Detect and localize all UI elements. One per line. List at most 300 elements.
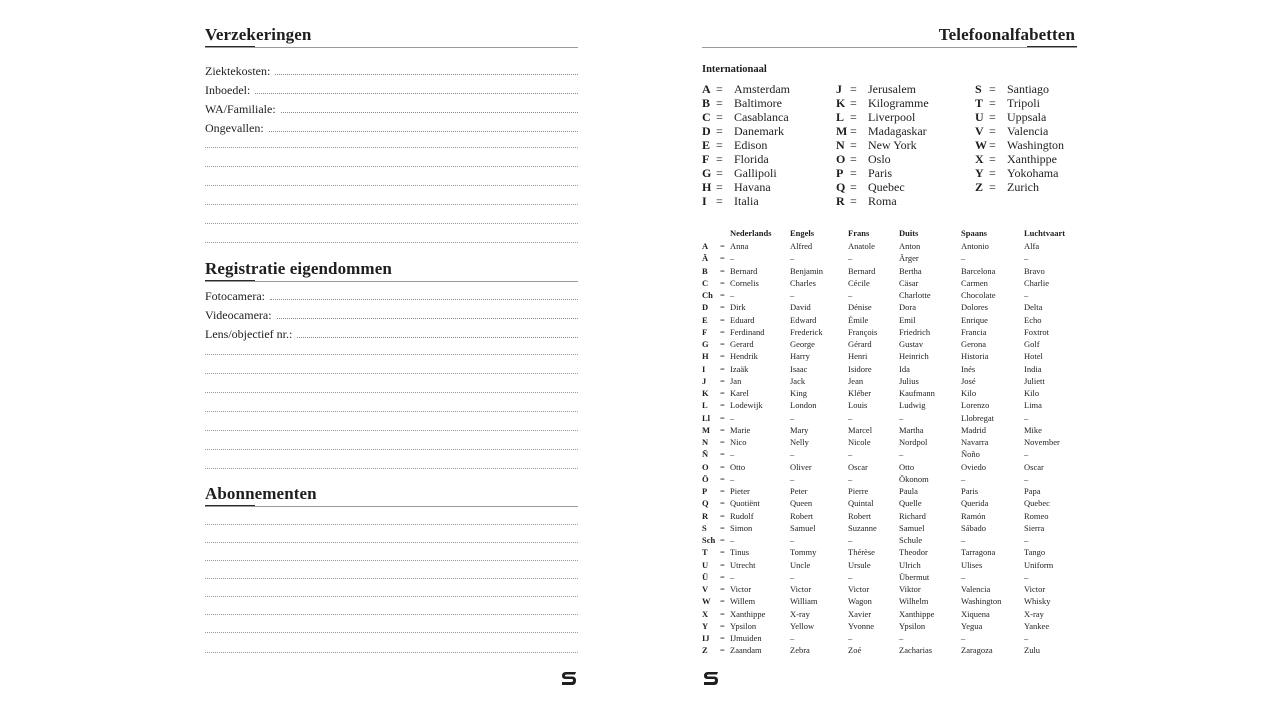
- table-row: [702, 265, 1077, 277]
- row-letter: Ä: [702, 253, 709, 264]
- table-cell: Dolores: [961, 302, 988, 313]
- code-word: Madagaskar: [868, 124, 927, 138]
- right-page: [702, 0, 1077, 720]
- table-row: [702, 485, 1077, 497]
- table-cell: Kaufmann: [899, 388, 935, 398]
- table-row: [702, 644, 1077, 656]
- row-letter: A: [702, 241, 709, 251]
- row-letter: T: [702, 547, 708, 558]
- insurance-field-inboedel[interactable]: [205, 83, 578, 97]
- row-letter: H: [702, 351, 709, 362]
- row-letter: Z: [702, 645, 708, 656]
- fill-line: [281, 112, 578, 113]
- table-cell: Martha: [899, 424, 924, 435]
- table-cell: Historia: [961, 351, 989, 362]
- table-cell: –: [1024, 633, 1029, 643]
- insurance-field-wa-familiale[interactable]: [205, 102, 578, 116]
- table-cell: Übermut: [899, 571, 930, 582]
- letter: S: [975, 82, 982, 96]
- table-cell: Yegua: [961, 620, 983, 631]
- table-cell: Kilo: [1024, 388, 1040, 398]
- table-cell: Mike: [1024, 424, 1042, 435]
- fill-line: [255, 93, 578, 94]
- table-cell: Echo: [1024, 314, 1042, 325]
- table-cell: Suzanne: [848, 522, 877, 533]
- table-cell: Tinus: [730, 547, 750, 558]
- table-cell: –: [1024, 571, 1029, 582]
- table-cell: Tommy: [790, 547, 817, 558]
- table-cell: Carmen: [961, 277, 988, 288]
- code-word: Liverpool: [868, 110, 916, 124]
- international-row: [836, 82, 929, 96]
- equals-sign: =: [716, 82, 723, 96]
- international-row: [836, 166, 929, 180]
- blank-line[interactable]: [205, 242, 578, 243]
- code-word: Xanthippe: [1007, 152, 1057, 166]
- row-letter: P: [702, 486, 708, 496]
- table-row: [702, 595, 1077, 607]
- table-row: [702, 559, 1077, 571]
- code-word: Washington: [1007, 138, 1065, 152]
- table-cell: Friedrich: [899, 326, 931, 337]
- table-cell: X-ray: [1024, 608, 1044, 619]
- equals-sign: =: [850, 124, 857, 138]
- row-letter: Ñ: [702, 449, 709, 460]
- code-word: Roma: [868, 194, 897, 208]
- table-cell: Dirk: [730, 302, 746, 313]
- row-letter: G: [702, 339, 709, 349]
- table-cell: Heinrich: [899, 351, 929, 362]
- brand-s-logo-icon: [560, 669, 578, 687]
- equals-sign: =: [720, 584, 725, 594]
- equals-sign: =: [720, 339, 725, 349]
- table-cell: Ursule: [848, 559, 871, 570]
- letter: M: [836, 124, 848, 138]
- fill-line: [269, 131, 578, 132]
- property-field-fotocamera[interactable]: [205, 289, 578, 303]
- letter: P: [836, 166, 844, 180]
- table-cell: Pieter: [730, 486, 750, 496]
- table-cell: Zulu: [1024, 645, 1041, 656]
- blank-line[interactable]: [205, 449, 578, 450]
- table-row: [702, 436, 1077, 448]
- table-row: [702, 338, 1077, 350]
- table-row: [702, 497, 1077, 509]
- equals-sign: =: [720, 241, 725, 251]
- table-cell: Sierra: [1024, 522, 1045, 533]
- table-cell: Quebec: [1024, 498, 1050, 509]
- table-cell: –: [730, 571, 735, 582]
- table-cell: –: [790, 253, 795, 264]
- column-header: Spaans: [961, 228, 987, 238]
- code-word: Jerusalem: [868, 82, 916, 96]
- table-cell: Hotel: [1024, 351, 1043, 362]
- subscriptions-title-rule: [205, 506, 578, 507]
- table-row: [702, 240, 1077, 252]
- blank-line[interactable]: [205, 392, 578, 393]
- column-header: Duits: [899, 228, 919, 238]
- equals-sign: =: [720, 253, 725, 264]
- column-header: Luchtvaart: [1024, 228, 1066, 238]
- table-cell: Otto: [730, 461, 746, 472]
- table-row: [702, 534, 1077, 546]
- blank-line[interactable]: [205, 596, 578, 597]
- table-cell: Eduard: [730, 314, 755, 325]
- table-cell: –: [790, 412, 795, 423]
- table-cell: –: [961, 535, 966, 545]
- subscriptions-title: Abonnementen: [205, 484, 317, 503]
- table-row: [702, 571, 1077, 583]
- table-cell: Golf: [1024, 339, 1040, 349]
- table-cell: November: [1024, 437, 1060, 447]
- table-row: [702, 448, 1077, 460]
- blank-line[interactable]: [205, 411, 578, 412]
- table-cell: Utrecht: [730, 559, 756, 570]
- table-cell: Paula: [899, 486, 918, 496]
- phonetic-title: Telefoonalfabetten: [938, 25, 1075, 44]
- table-cell: Gerard: [730, 339, 754, 349]
- table-cell: Viktor: [899, 584, 921, 594]
- table-cell: Cornelis: [730, 277, 759, 288]
- table-cell: Nico: [730, 437, 747, 447]
- equals-sign: =: [850, 110, 857, 124]
- table-cell: Charlotte: [899, 290, 931, 300]
- letter: V: [975, 124, 984, 138]
- equals-sign: =: [989, 82, 996, 96]
- table-cell: –: [961, 633, 966, 643]
- table-cell: –: [1024, 535, 1029, 545]
- table-cell: Yellow: [790, 620, 815, 631]
- equals-sign: =: [989, 110, 996, 124]
- international-row: [702, 180, 790, 194]
- table-cell: –: [790, 449, 795, 460]
- fill-line: [275, 74, 578, 75]
- table-cell: Bernard: [730, 265, 758, 276]
- code-word: Casablanca: [734, 110, 789, 124]
- code-word: Tripoli: [1007, 96, 1040, 110]
- table-cell: Theodor: [899, 547, 928, 558]
- code-word: Santiago: [1007, 82, 1049, 96]
- table-cell: Chocolate: [961, 290, 996, 300]
- table-row: [702, 583, 1077, 595]
- equals-sign: =: [716, 138, 723, 152]
- letter: Q: [836, 180, 846, 194]
- letter: E: [702, 138, 711, 152]
- table-cell: Robert: [790, 510, 814, 521]
- international-row: [702, 166, 790, 180]
- table-cell: Karel: [730, 388, 749, 398]
- equals-sign: =: [720, 620, 725, 631]
- table-cell: Romeo: [1024, 510, 1049, 521]
- table-cell: –: [961, 571, 966, 582]
- table-cell: Edward: [790, 314, 817, 325]
- table-cell: Tarragona: [961, 547, 996, 558]
- column-header: Frans: [848, 228, 870, 238]
- table-cell: Victor: [1024, 584, 1046, 594]
- table-cell: –: [730, 290, 735, 300]
- table-cell: –: [899, 633, 904, 643]
- blank-line[interactable]: [205, 578, 578, 579]
- table-cell: Robert: [848, 510, 872, 521]
- letter: G: [702, 166, 712, 180]
- blank-line[interactable]: [205, 166, 578, 167]
- table-row: [702, 314, 1077, 326]
- table-cell: –: [730, 253, 735, 264]
- table-cell: Richard: [899, 510, 926, 521]
- blank-line[interactable]: [205, 430, 578, 431]
- table-cell: Juliett: [1024, 375, 1045, 386]
- blank-line[interactable]: [205, 524, 578, 525]
- code-word: Edison: [734, 138, 768, 152]
- row-letter: E: [702, 314, 708, 325]
- table-cell: Quintal: [848, 498, 874, 509]
- table-row: [702, 350, 1077, 362]
- table-row: [702, 252, 1077, 264]
- row-letter: IJ: [702, 633, 710, 643]
- table-row: [702, 632, 1077, 644]
- blank-line[interactable]: [205, 614, 578, 615]
- international-row: [702, 110, 790, 124]
- table-cell: Charles: [790, 277, 816, 288]
- table-cell: India: [1024, 363, 1042, 374]
- table-cell: Samuel: [899, 522, 925, 533]
- table-row: [702, 608, 1077, 620]
- equals-sign: =: [720, 363, 725, 374]
- equals-sign: =: [989, 180, 996, 194]
- table-cell: Victor: [790, 584, 812, 594]
- equals-sign: =: [720, 437, 725, 447]
- table-cell: Anton: [899, 241, 921, 251]
- equals-sign: =: [720, 461, 725, 472]
- table-cell: –: [961, 253, 966, 264]
- equals-sign: =: [720, 277, 725, 288]
- international-row: [975, 110, 1064, 124]
- phonetic-title-rule: [702, 47, 1077, 48]
- insurance-field-ongevallen[interactable]: [205, 121, 578, 135]
- blank-line[interactable]: [205, 652, 578, 653]
- equals-sign: =: [720, 265, 725, 276]
- letter: R: [836, 194, 845, 208]
- table-cell: –: [848, 535, 853, 545]
- table-cell: Oviedo: [961, 461, 987, 472]
- table-cell: Gustav: [899, 339, 924, 349]
- table-cell: Benjamin: [790, 265, 824, 276]
- fill-line: [277, 318, 578, 319]
- equals-sign: =: [720, 645, 725, 656]
- table-cell: Delta: [1024, 302, 1043, 313]
- equals-sign: =: [720, 510, 725, 521]
- table-cell: Ärger: [899, 253, 919, 264]
- equals-sign: =: [720, 314, 725, 325]
- table-cell: Nicole: [848, 437, 871, 447]
- field-label: Fotocamera:: [205, 289, 265, 303]
- letter: F: [702, 152, 710, 166]
- table-cell: –: [790, 633, 795, 643]
- blank-line[interactable]: [205, 468, 578, 469]
- table-cell: Papa: [1024, 486, 1041, 496]
- table-cell: Oscar: [1024, 461, 1044, 472]
- table-cell: Thérèse: [848, 547, 875, 558]
- letter: T: [975, 96, 984, 110]
- blank-line[interactable]: [205, 560, 578, 561]
- table-cell: Emil: [899, 314, 916, 325]
- international-row: [702, 194, 790, 208]
- equals-sign: =: [716, 152, 723, 166]
- table-cell: –: [848, 449, 853, 460]
- table-cell: Wagon: [848, 596, 872, 607]
- table-cell: Gérard: [848, 339, 872, 349]
- row-letter: S: [702, 522, 707, 533]
- equals-sign: =: [720, 608, 725, 619]
- letter: J: [836, 82, 842, 96]
- table-cell: Peter: [790, 486, 808, 496]
- equals-sign: =: [720, 412, 725, 423]
- table-cell: Quotiënt: [730, 498, 760, 509]
- international-row: [836, 124, 929, 138]
- table-cell: Queen: [790, 498, 813, 509]
- row-letter: C: [702, 277, 709, 288]
- equals-sign: =: [720, 535, 725, 545]
- table-cell: Zaragoza: [961, 645, 993, 656]
- international-row: [975, 138, 1064, 152]
- table-row: [702, 473, 1077, 485]
- table-cell: Llobregat: [961, 412, 995, 423]
- blank-line[interactable]: [205, 223, 578, 224]
- international-row: [836, 194, 929, 208]
- table-cell: –: [899, 449, 904, 460]
- letter: A: [702, 82, 711, 96]
- equals-sign: =: [720, 290, 725, 300]
- table-cell: Uncle: [790, 559, 811, 570]
- row-letter: F: [702, 326, 708, 337]
- table-cell: Isidore: [848, 363, 872, 374]
- table-cell: Ludwig: [899, 400, 926, 411]
- table-cell: Kléber: [848, 388, 872, 398]
- equals-sign: =: [850, 82, 857, 96]
- insurance-title: Verzekeringen: [205, 25, 312, 44]
- blank-line[interactable]: [205, 147, 578, 148]
- equals-sign: =: [850, 138, 857, 152]
- table-cell: Madrid: [961, 424, 987, 435]
- table-cell: George: [790, 339, 815, 349]
- row-letter: O: [702, 461, 709, 472]
- insurance-field-ziektekosten[interactable]: [205, 64, 578, 78]
- equals-sign: =: [850, 180, 857, 194]
- equals-sign: =: [720, 473, 725, 484]
- table-cell: King: [790, 388, 807, 398]
- table-cell: X-ray: [790, 608, 810, 619]
- row-letter: M: [702, 424, 711, 435]
- equals-sign: =: [720, 351, 725, 362]
- table-cell: Quelle: [899, 498, 922, 509]
- table-cell: –: [1024, 290, 1029, 300]
- equals-sign: =: [989, 166, 996, 180]
- table-cell: Schule: [899, 535, 923, 545]
- field-label: Ziektekosten:: [205, 64, 271, 78]
- table-cell: Marie: [730, 424, 751, 435]
- table-cell: –: [790, 535, 795, 545]
- table-cell: Zoé: [848, 645, 862, 656]
- code-word: Paris: [868, 166, 892, 180]
- international-heading: Internationaal: [702, 64, 767, 75]
- blank-line[interactable]: [205, 542, 578, 543]
- table-cell: Victor: [730, 584, 752, 594]
- table-row: [702, 510, 1077, 522]
- column-header: Nederlands: [730, 228, 772, 238]
- field-label: Videocamera:: [205, 308, 272, 322]
- equals-sign: =: [850, 96, 857, 110]
- table-cell: Cäsar: [899, 277, 919, 288]
- international-row: [975, 124, 1064, 138]
- row-letter: D: [702, 302, 709, 313]
- table-cell: Xiquena: [961, 608, 990, 619]
- table-cell: Kilo: [961, 388, 977, 398]
- equals-sign: =: [720, 633, 725, 643]
- table-cell: Washington: [961, 596, 1002, 607]
- international-row: [702, 152, 790, 166]
- table-cell: Ypsilon: [899, 620, 926, 631]
- equals-sign: =: [989, 96, 996, 110]
- table-cell: Alfred: [790, 241, 813, 251]
- table-cell: –: [848, 571, 853, 582]
- table-cell: Jack: [790, 375, 806, 386]
- table-cell: Wilhelm: [899, 596, 929, 607]
- table-cell: Uniform: [1024, 559, 1054, 570]
- table-cell: Hendrik: [730, 351, 758, 362]
- letter: W: [975, 138, 987, 152]
- row-letter: Sch: [702, 535, 716, 545]
- international-row: [836, 152, 929, 166]
- international-row: [836, 110, 929, 124]
- table-cell: Jean: [848, 375, 864, 386]
- table-row: [702, 412, 1077, 424]
- table-cell: David: [790, 302, 811, 313]
- table-cell: Mary: [790, 424, 809, 435]
- code-word: Oslo: [868, 152, 891, 166]
- table-row: [702, 620, 1077, 632]
- equals-sign: =: [720, 375, 725, 386]
- equals-sign: =: [720, 326, 725, 337]
- international-row: [975, 82, 1064, 96]
- equals-sign: =: [720, 571, 725, 582]
- property-field-lens[interactable]: [205, 327, 578, 341]
- row-letter: N: [702, 437, 709, 447]
- blank-line[interactable]: [205, 354, 578, 355]
- table-cell: Anna: [730, 241, 749, 251]
- table-cell: Yankee: [1024, 620, 1050, 631]
- table-cell: Lorenzo: [961, 400, 990, 411]
- table-row: [702, 461, 1077, 473]
- property-field-videocamera[interactable]: [205, 308, 578, 322]
- table-cell: Alfa: [1024, 241, 1040, 251]
- blank-line[interactable]: [205, 185, 578, 186]
- equals-sign: =: [850, 166, 857, 180]
- row-letter: R: [702, 510, 709, 521]
- table-cell: Oscar: [848, 461, 868, 472]
- blank-line[interactable]: [205, 204, 578, 205]
- table-cell: Xavier: [848, 608, 872, 619]
- blank-line[interactable]: [205, 373, 578, 374]
- table-cell: –: [848, 253, 853, 264]
- row-letter: V: [702, 584, 709, 594]
- code-word: Uppsala: [1007, 110, 1047, 124]
- table-cell: Zaandam: [730, 645, 762, 656]
- table-cell: Navarra: [961, 437, 989, 447]
- table-row: [702, 277, 1077, 289]
- table-cell: Simon: [730, 522, 753, 533]
- blank-line[interactable]: [205, 632, 578, 633]
- row-letter: W: [702, 596, 711, 607]
